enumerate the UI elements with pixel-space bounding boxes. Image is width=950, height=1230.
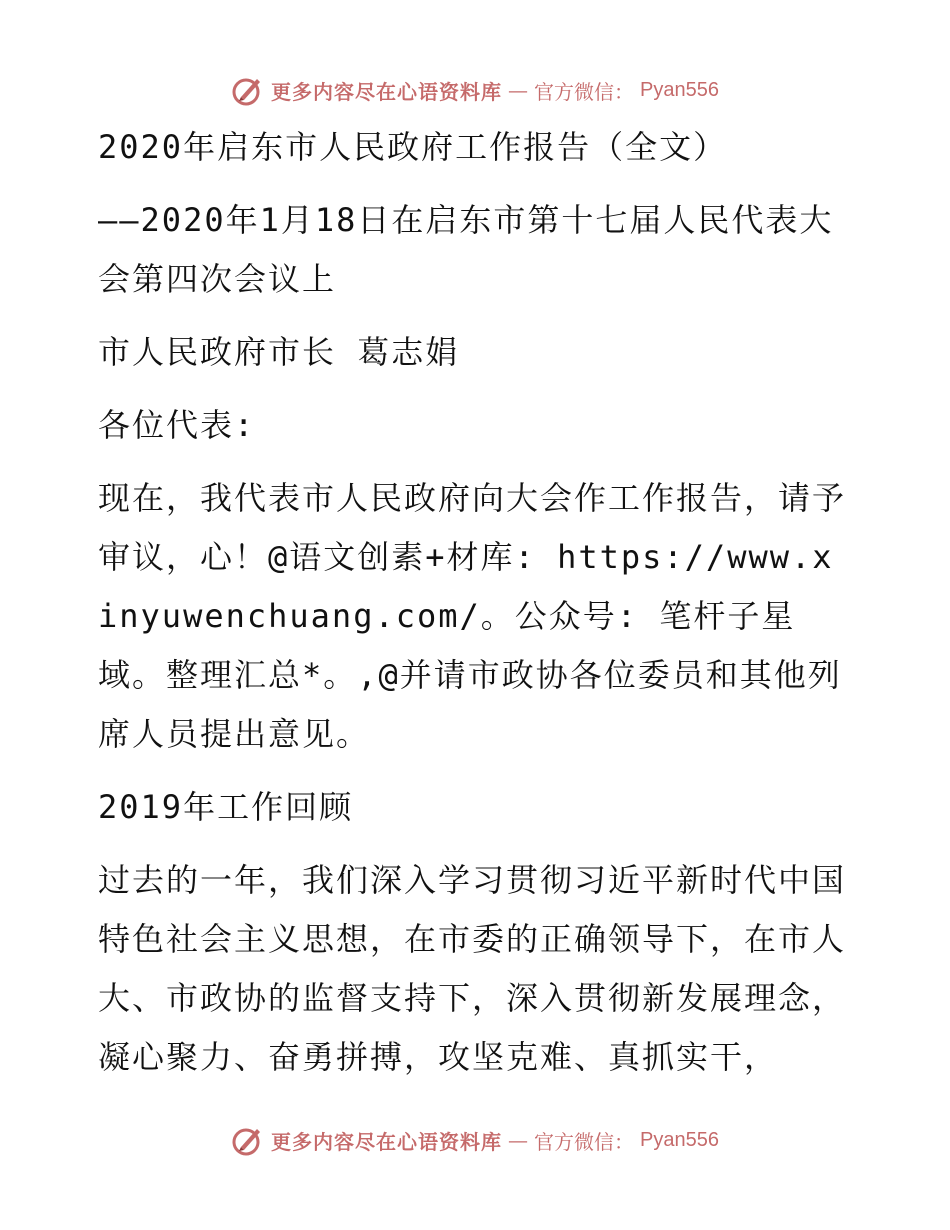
watermark-footer [0, 1120, 950, 1160]
paragraph-review: 过去的一年，我们深入学习贯彻习近平新时代中国特色社会主义思想，在市委的正确领导下，在市人大、市政协的监督支持下，深入贯彻新发展理念，凝心聚力、奋勇拼搏，攻坚克难、真抓实干， [98, 861, 847, 1076]
document-body [98, 118, 853, 1087]
document-salutation: 各位代表: [98, 406, 256, 444]
paragraph-intro: 现在，我代表市人民政府向大会作工作报告，请予审议，心！@语文创素+材库: https://www.xinyuwenchuang.com/。公众号: 笔杆子星域。整理汇总*。,@并请市政协各位委员和其他列席人员提出意见。 [98, 479, 847, 753]
watermark-wechat-label: 官方微信： [534, 79, 635, 104]
quill-logo-icon [231, 1123, 265, 1157]
watermark-wechat-id: Pyan556 [640, 1128, 719, 1151]
document-title: 2020年启东市人民政府工作报告（全文） [98, 128, 728, 166]
document-subtitle: ——2020年1月18日在启东市第十七届人民代表大会第四次会议上 [98, 201, 834, 298]
document-author: 市人民政府市长 葛志娟 [98, 333, 460, 371]
watermark-main-text: 更多内容尽在心语资料库 [271, 79, 503, 104]
watermark-main-text: 更多内容尽在心语资料库 [271, 1129, 503, 1154]
section-heading: 2019年工作回顾 [98, 788, 354, 826]
watermark-separator: — [508, 78, 529, 102]
watermark-wechat-label: 官方微信： [534, 1129, 635, 1154]
watermark-header [0, 70, 950, 110]
watermark-wechat-id: Pyan556 [640, 78, 719, 101]
watermark-separator: — [508, 1128, 529, 1152]
quill-logo-icon [231, 73, 265, 107]
